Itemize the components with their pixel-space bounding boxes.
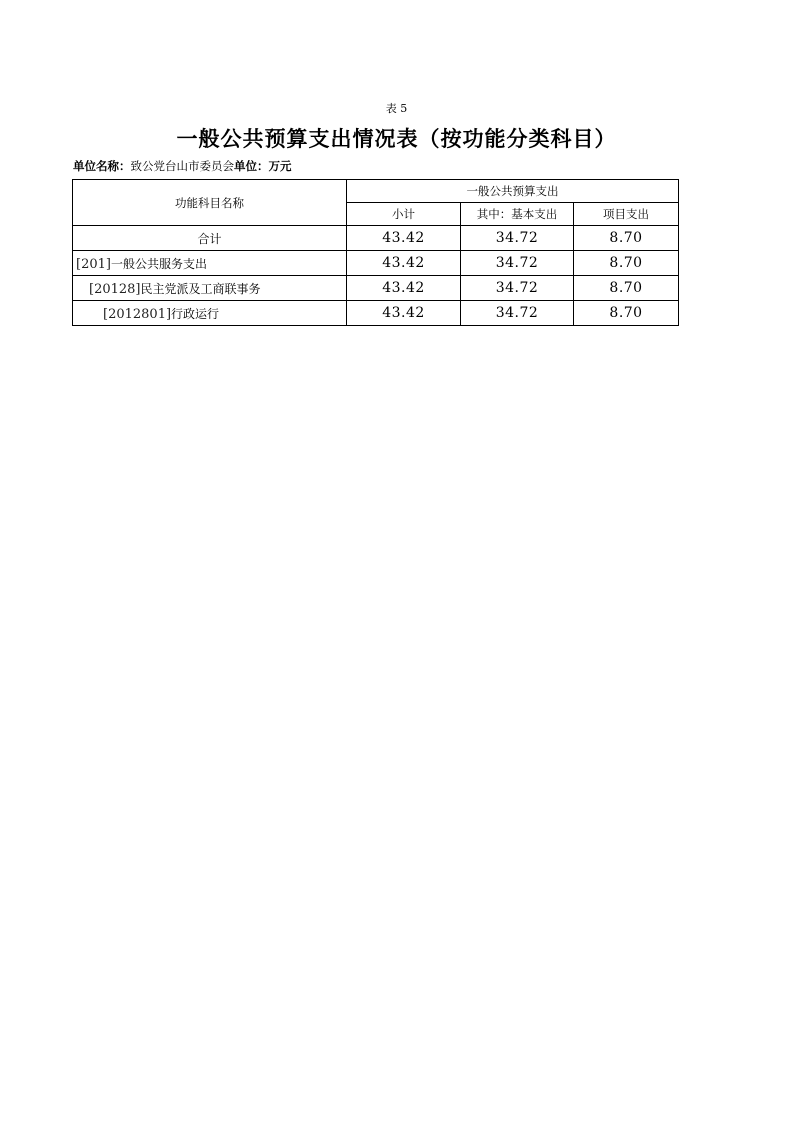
col-header-basic: 其中：基本支出 [461, 203, 574, 226]
cell-basic: 34.72 [461, 226, 574, 251]
budget-table [72, 179, 679, 326]
unit-label: 单位： [234, 159, 269, 173]
row-label: 一般公共服务支出 [110, 256, 207, 271]
unit-name-label: 单位名称： [73, 159, 131, 173]
cell-subtotal: 43.42 [347, 301, 461, 326]
row-name [73, 301, 347, 326]
cell-basic: 34.72 [461, 251, 574, 276]
col-header-group: 一般公共预算支出 [347, 180, 679, 203]
row-name-total: 合计 [73, 226, 347, 251]
cell-subtotal: 43.42 [347, 276, 461, 301]
cell-project: 8.70 [574, 251, 679, 276]
unit-info-line [73, 158, 292, 174]
col-header-project: 项目支出 [574, 203, 679, 226]
table-header-row [73, 180, 679, 203]
page-title: 一般公共预算支出情况表（按功能分类科目） [176, 127, 617, 151]
unit-value: 万元 [268, 159, 292, 173]
row-name [73, 276, 347, 301]
unit-name-value: 致公党台山市委员会 [130, 159, 234, 173]
row-name [73, 251, 347, 276]
col-header-subtotal: 小计 [347, 203, 461, 226]
cell-subtotal: 43.42 [347, 251, 461, 276]
cell-project: 8.70 [574, 226, 679, 251]
cell-basic: 34.72 [461, 301, 574, 326]
cell-subtotal: 43.42 [347, 226, 461, 251]
row-label: 民主党派及工商联事务 [140, 281, 261, 296]
col-header-name: 功能科目名称 [73, 180, 347, 226]
table-row [73, 276, 679, 301]
row-code: [20128] [89, 281, 141, 297]
table-row [73, 251, 679, 276]
table-row [73, 301, 679, 326]
table-row-total [73, 226, 679, 251]
row-label: 行政运行 [171, 306, 220, 321]
cell-basic: 34.72 [461, 276, 574, 301]
row-code: [201] [76, 256, 111, 272]
cell-project: 8.70 [574, 301, 679, 326]
table-number: 表 5 [385, 102, 408, 115]
cell-project: 8.70 [574, 276, 679, 301]
row-code: [2012801] [103, 306, 172, 322]
